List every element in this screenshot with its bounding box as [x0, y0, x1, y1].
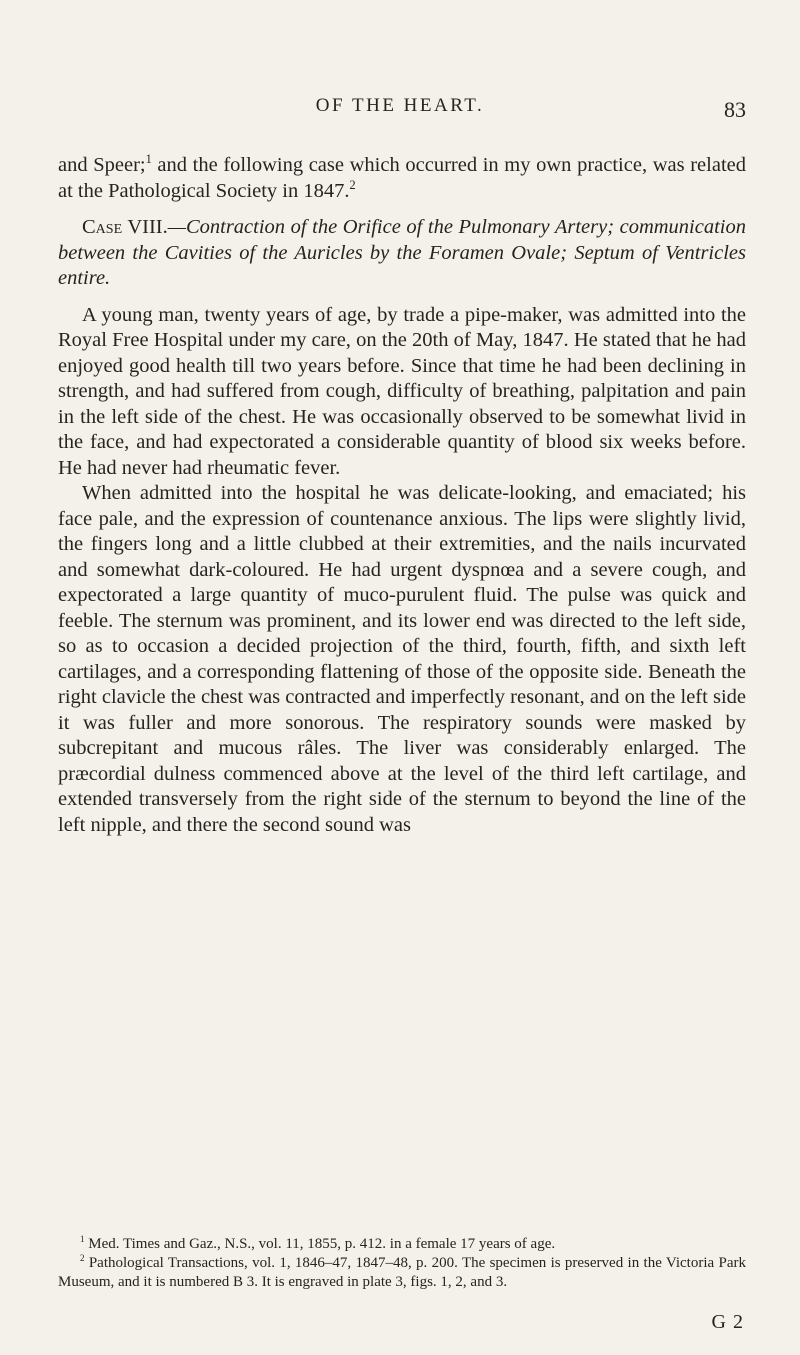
- running-head: [0, 95, 800, 135]
- paragraph-examination: When admitted into the hospital he was delicate-looking, and emaciated; his face pale, and the expression of countenance anxious. The lips were slightly livid, the fingers long and a little clubbed at their extremities, and the nails incurvated and somewhat dark-coloured. He had urgent dyspnœa and a severe cough, and expectorated a large quantity of muco-purulent fluid. The pulse was quick and feeble. The sternum was prominent, and its lower end was directed to the left side, so as to occasion a decided projection of the third, fourth, fifth, and sixth left cartilages, and a corresponding flattening of those of the opposite side. Beneath the right clavicle the chest was contracted and imperfectly resonant, and on the left side it was fuller and more sonorous. The respiratory sounds were masked by subcrepitant and mucous râles. The liver was considerably enlarged. The præcordial dulness commenced above at the level of the third left cartilage, and extended transversely from the right side of the sternum to beyond the line of the left nipple, and there the second sound was: [58, 482, 746, 836]
- paragraph-history: A young man, twenty years of age, by trade a pipe-maker, was admitted into the Royal Free Hospital under my care, on the 20th of May, 1847. He stated that he had enjoyed good health till two years before. Since that time he had been declining in strength, and had suffered from cough, difficulty of breathing, palpitation and pain in the left side of the chest. He was occasionally observed to be somewhat livid in the face, and had expectorated a considerable quantity of blood six weeks before. He had never had rheumatic fever.: [58, 303, 746, 479]
- paragraph-intro: [58, 153, 746, 204]
- footnote-1: [58, 1235, 746, 1254]
- case-heading: [58, 215, 746, 292]
- signature-mark: G 2: [711, 1311, 744, 1333]
- running-title: OF THE HEART.: [315, 95, 485, 116]
- intro-text-rest: and the following case which occurred in my own practice, was related at the Pathological Society in 1847.: [58, 154, 746, 202]
- body-text: [58, 153, 746, 838]
- footnote-2-mark: 2: [80, 1253, 85, 1263]
- case-title: —Contraction of the Orifice of the Pulmonary Artery; communication between the Cavities of the Auricles by the Foramen Ovale; Septum of Ventricles entire.: [58, 216, 746, 289]
- footnote-ref-1: 1: [145, 152, 152, 167]
- page-number: 83: [724, 97, 746, 122]
- footnote-2-text: Pathological Transactions, vol. 1, 1846–47, 1847–48, p. 200. The specimen is preserved in the Victoria Park Museum, and it is numbered B 3. It is engraved in plate 3, figs. 1, 2, and 3.: [58, 1255, 746, 1290]
- footnote-1-text: Med. Times and Gaz., N.S., vol. 11, 1855, p. 412. in a female 17 years of age.: [84, 1236, 556, 1252]
- case-label: Case VIII.: [82, 216, 168, 238]
- footnote-1-mark: 1: [80, 1234, 85, 1244]
- footnote-2: [58, 1254, 746, 1292]
- footnote-ref-2: 2: [349, 177, 356, 192]
- intro-text: and Speer;: [58, 154, 146, 176]
- footnotes: [58, 1235, 746, 1292]
